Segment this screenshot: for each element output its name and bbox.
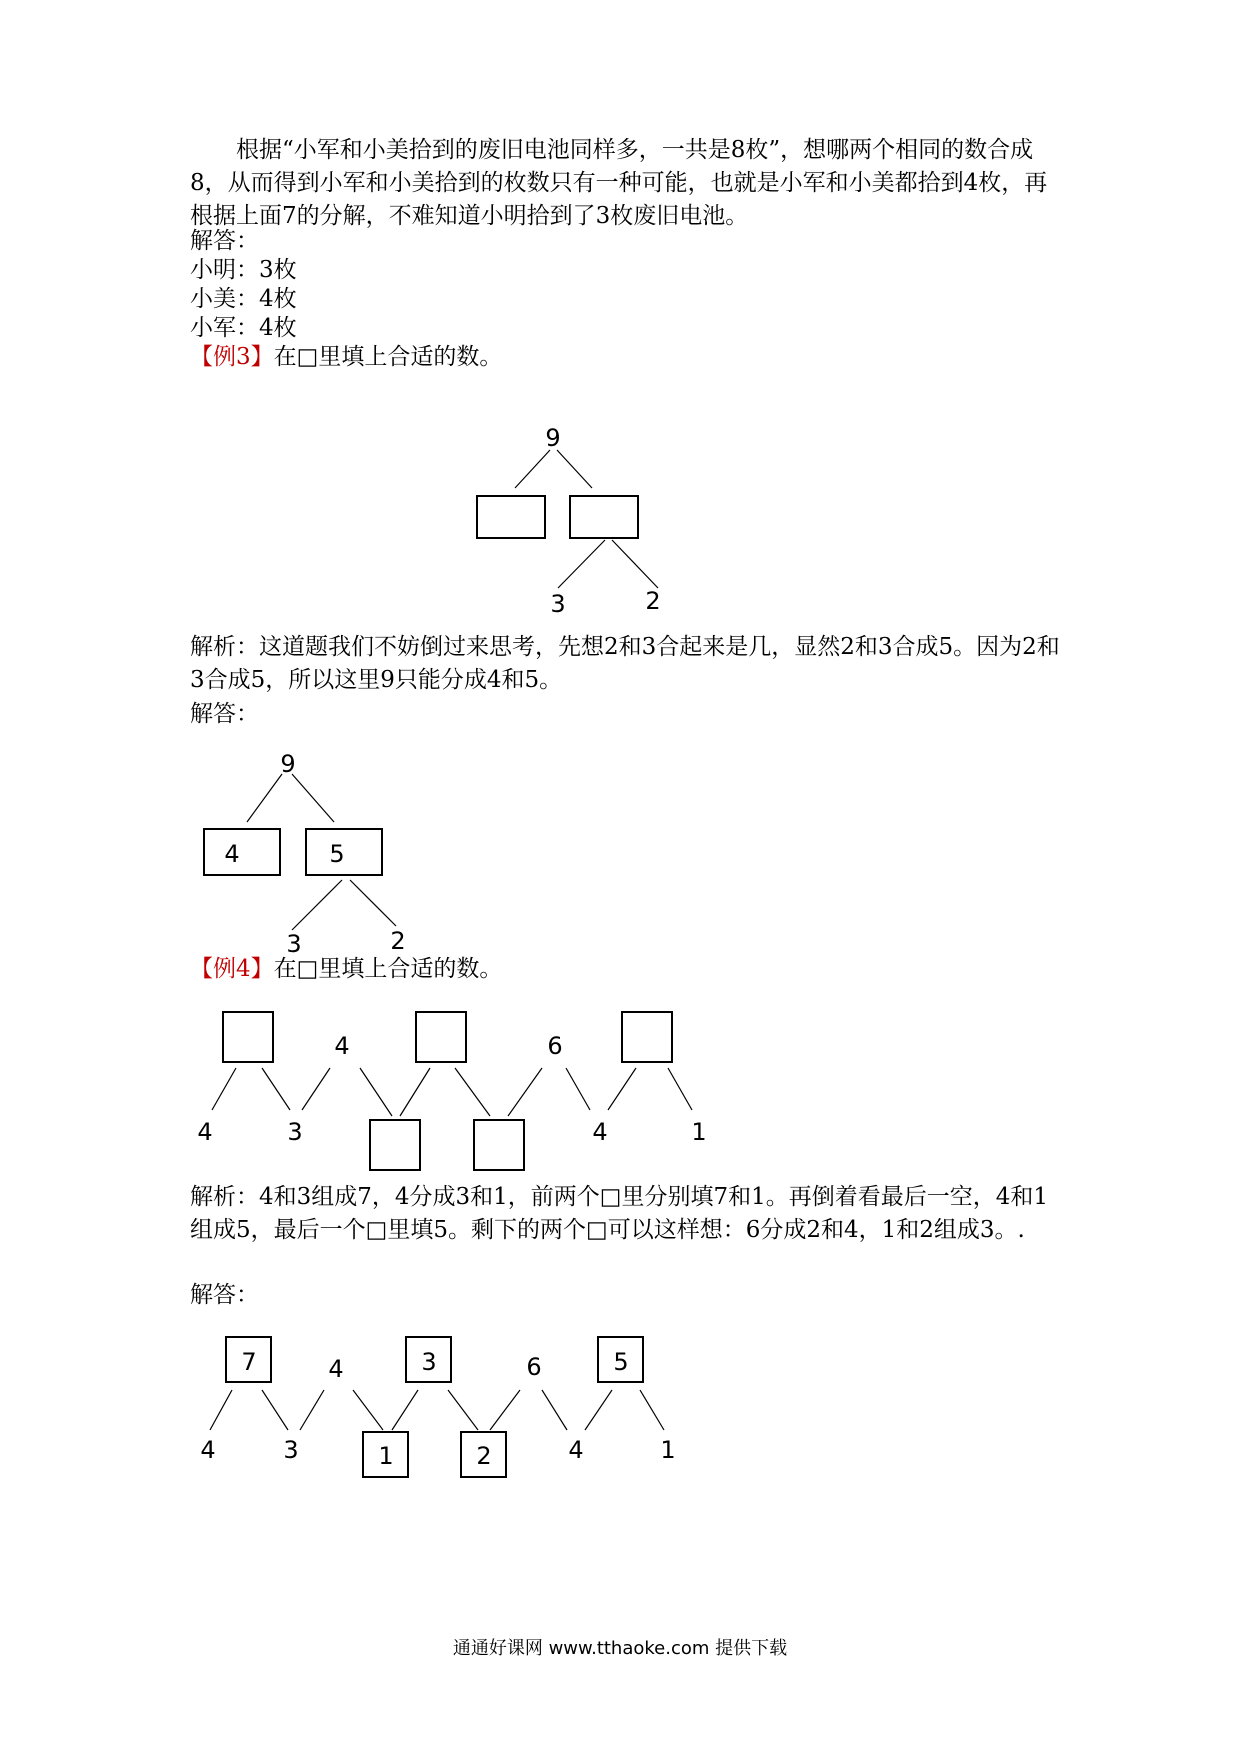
answer-box bbox=[204, 829, 280, 875]
branch-line bbox=[608, 1068, 636, 1110]
branch-line bbox=[557, 450, 592, 488]
branch-line bbox=[292, 880, 342, 930]
box-value: 2 bbox=[476, 1442, 492, 1470]
example-4-heading bbox=[190, 953, 502, 986]
box-value: 7 bbox=[241, 1348, 257, 1376]
branch-line bbox=[212, 1068, 236, 1110]
diagram-number: 4 bbox=[200, 1436, 216, 1464]
example-prompt: 在□里填上合适的数。 bbox=[273, 344, 503, 370]
branch-line bbox=[542, 1390, 567, 1430]
branch-line bbox=[448, 1390, 478, 1430]
branch-line bbox=[400, 1068, 430, 1116]
diagram-number: 9 bbox=[545, 424, 561, 452]
example-4-answer-diagram bbox=[210, 1337, 664, 1477]
example-3-analysis: 解析：这道题我们不妨倒过来思考，先想2和3合起来是几，显然2和3合成5。因为2和3合成5，所以这里9只能分成4和5。 bbox=[190, 634, 1060, 693]
example-prompt: 在□里填上合适的数。 bbox=[273, 956, 503, 982]
box-value: 5 bbox=[329, 840, 345, 868]
diagram-number: 9 bbox=[280, 750, 296, 778]
example-4-diagram bbox=[212, 1012, 692, 1170]
branch-line bbox=[508, 1068, 542, 1116]
example-3-diagram bbox=[477, 450, 658, 588]
branch-line bbox=[490, 1390, 520, 1430]
box-value: 5 bbox=[613, 1348, 629, 1376]
answer-line: 小军：4枚 bbox=[190, 315, 297, 341]
diagram-number: 3 bbox=[287, 1118, 303, 1146]
diagram-number: 6 bbox=[547, 1032, 563, 1060]
diagram-number: 3 bbox=[286, 930, 302, 958]
answer-box[interactable] bbox=[416, 1012, 466, 1062]
diagram-number: 4 bbox=[197, 1118, 213, 1146]
diagram-number: 3 bbox=[550, 590, 566, 618]
answer-box[interactable] bbox=[622, 1012, 672, 1062]
diagram-number: 6 bbox=[526, 1353, 542, 1381]
branch-line bbox=[455, 1068, 490, 1116]
branch-line bbox=[566, 1068, 590, 1110]
diagram-number: 2 bbox=[390, 927, 406, 955]
footer-text: 通通好课网 www.tthaoke.com 提供下载 bbox=[452, 1638, 788, 1659]
branch-line bbox=[247, 774, 282, 822]
diagram-number: 3 bbox=[283, 1436, 299, 1464]
example-4-analysis: 解析：4和3组成7，4分成3和1，前两个□里分别填7和1。再倒着看最后一空，4和1组成5，最后一个□里填5。剩下的两个□可以这样想：6分成2和4，1和2组成3。. bbox=[190, 1184, 1049, 1243]
diagram-number: 4 bbox=[334, 1032, 350, 1060]
analysis-paragraph: 根据“小军和小美拾到的废旧电池同样多，一共是8枚”，想哪两个相同的数合成8，从而得到小军和小美拾到的枚数只有一种可能，也就是小军和小美都拾到4枚，再根据上面7的分解，不难知道小明拾到了3枚废旧电池。 bbox=[190, 137, 1048, 229]
branch-line bbox=[360, 1068, 392, 1116]
diagram-number: 2 bbox=[645, 587, 661, 615]
box-value: 4 bbox=[224, 840, 240, 868]
diagram-number: 4 bbox=[568, 1436, 584, 1464]
box-value: 3 bbox=[421, 1348, 437, 1376]
branch-line bbox=[210, 1390, 232, 1430]
answer-box[interactable] bbox=[223, 1012, 273, 1062]
branch-line bbox=[392, 1390, 418, 1430]
branch-line bbox=[640, 1390, 664, 1430]
answer-label: 解答： bbox=[190, 1282, 259, 1308]
answer-box[interactable] bbox=[570, 496, 638, 538]
answer-box[interactable] bbox=[477, 496, 545, 538]
answer-label: 解答： bbox=[190, 228, 259, 254]
branch-line bbox=[300, 1390, 324, 1430]
example-tag: 【例4】 bbox=[190, 956, 274, 982]
branch-line bbox=[515, 450, 550, 488]
branch-line bbox=[558, 540, 605, 588]
answer-box[interactable] bbox=[474, 1120, 524, 1170]
branch-line bbox=[350, 880, 396, 926]
diagram-number: 4 bbox=[592, 1118, 608, 1146]
diagram-number: 4 bbox=[328, 1355, 344, 1383]
branch-line bbox=[353, 1390, 383, 1430]
diagram-number: 1 bbox=[660, 1436, 676, 1464]
answer-box[interactable] bbox=[370, 1120, 420, 1170]
answer-line: 小美：4枚 bbox=[190, 286, 297, 312]
branch-line bbox=[302, 1068, 330, 1110]
branch-line bbox=[585, 1390, 612, 1430]
example-tag: 【例3】 bbox=[190, 344, 274, 370]
box-value: 1 bbox=[378, 1442, 394, 1470]
branch-line bbox=[612, 540, 658, 588]
answer-label: 解答： bbox=[190, 701, 259, 727]
diagram-number: 1 bbox=[691, 1118, 707, 1146]
branch-line bbox=[262, 1068, 290, 1110]
branch-line bbox=[668, 1068, 692, 1110]
branch-line bbox=[292, 774, 334, 822]
branch-line bbox=[262, 1390, 288, 1430]
answer-line: 小明：3枚 bbox=[190, 257, 297, 283]
